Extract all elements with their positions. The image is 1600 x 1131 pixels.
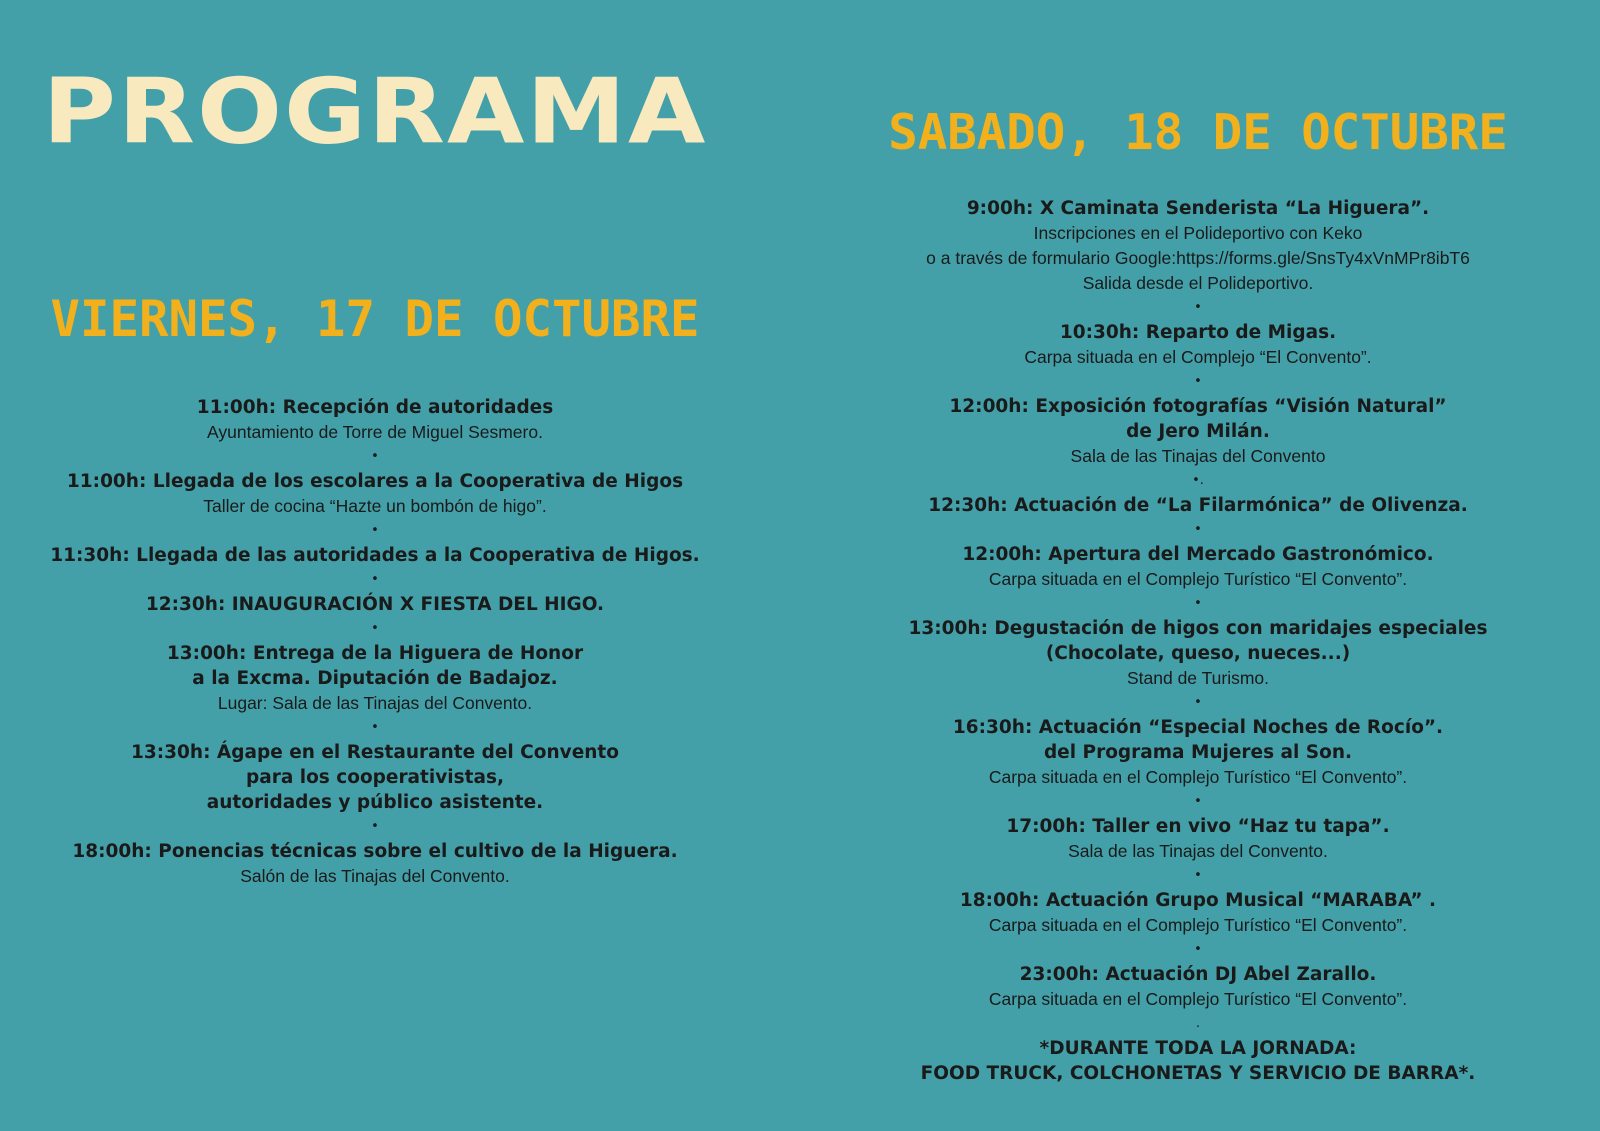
event-title-line: 9:00h: X Caminata Senderista “La Higuera”. [966,198,1430,219]
event-title-line: 12:30h: Actuación de “La Filarmónica” de Olivenza. [928,495,1468,516]
event-item [868,493,1528,542]
event-title-line: 13:00h: Entrega de la Higuera de Honor [166,643,584,664]
saturday-heading: SABADO, 18 DE OCTUBRE [888,104,1508,161]
event-item [868,394,1528,493]
event-title-line: 12:30h: INAUGURACIÓN X FIESTA DEL HIGO. [145,594,605,615]
separator-dot: • [371,523,379,538]
event-title-line: 18:00h: Ponencias técnicas sobre el cultivo de la Higuera. [72,841,678,862]
event-title-line: 11:00h: Llegada de los escolares a la Cooperativa de Higos [66,471,684,492]
event-detail-line: Salida desde el Polideportivo. [1082,273,1314,293]
separator-dot: • [1194,695,1202,710]
event-item [868,814,1528,888]
friday-events [30,395,720,889]
event-item [30,395,720,469]
event-item [868,196,1528,320]
event-title-line: FOOD TRUCK, COLCHONETAS Y SERVICIO DE BARRA*. [920,1063,1476,1084]
event-item [868,1036,1528,1086]
event-item [30,740,720,839]
event-title-line: (Chocolate, queso, nueces...) [1045,643,1351,664]
separator-dot: • [371,572,379,587]
event-detail-line: Taller de cocina “Hazte un bombón de higo”. [203,496,547,516]
event-title-line: autoridades y público asistente. [206,792,544,813]
separator-dot: • [371,720,379,735]
event-detail-line: Carpa situada en el Complejo “El Convento”. [1024,347,1372,367]
event-detail-line: Lugar: Sala de las Tinajas del Convento. [217,693,533,713]
event-title-line: 11:30h: Llegada de las autoridades a la Cooperativa de Higos. [50,545,700,566]
event-title-line: 13:00h: Degustación de higos con maridajes especiales [908,618,1488,639]
event-title-line: 12:00h: Exposición fotografías “Visión Natural” [949,396,1447,417]
event-detail-line: Inscripciones en el Polideportivo con Keko [1033,223,1363,243]
event-detail-line: Stand de Turismo. [1126,668,1270,688]
separator-dot: •. [1192,473,1204,488]
event-detail-line: Ayuntamiento de Torre de Miguel Sesmero. [207,422,543,442]
event-title-line: 12:00h: Apertura del Mercado Gastronómico. [962,544,1434,565]
event-detail-line: Sala de las Tinajas del Convento [1070,446,1326,466]
event-item [30,839,720,889]
program-title: PROGRAMA [42,58,708,165]
event-detail-line: Carpa situada en el Complejo Turístico “El Convento”. [988,989,1408,1009]
event-item [30,641,720,740]
event-item [868,962,1528,1036]
friday-heading: VIERNES, 17 DE OCTUBRE [50,290,700,348]
event-item [30,592,720,641]
event-title-line: de Jero Milán. [1126,421,1270,442]
event-detail-line: Salón de las Tinajas del Convento. [240,866,510,886]
separator-dot: • [1194,942,1202,957]
event-title-line: a la Excma. Diputación de Badajoz. [192,668,558,689]
event-detail-line: o a través de formulario Google:https://forms.gle/SnsTy4xVnMPr8ibT6 [926,248,1470,268]
event-title-line: para los cooperativistas, [245,767,505,788]
event-detail-line: Carpa situada en el Complejo Turístico “El Convento”. [988,767,1408,787]
separator-dot: • [1194,300,1202,315]
event-item [868,888,1528,962]
separator-dot: • [1194,596,1202,611]
separator-dot: • [371,621,379,636]
event-title-line: 23:00h: Actuación DJ Abel Zarallo. [1019,964,1377,985]
separator-dot: • [1194,868,1202,883]
friday-column [30,0,720,1131]
event-title-line: 17:00h: Taller en vivo “Haz tu tapa”. [1006,816,1390,837]
event-detail-line: Carpa situada en el Complejo Turístico “El Convento”. [988,569,1408,589]
event-item [30,469,720,543]
saturday-column [868,0,1528,1131]
separator-dot: • [371,449,379,464]
separator-dot: • [1194,794,1202,809]
separator-dot: . [1195,1016,1201,1031]
event-detail-line: Sala de las Tinajas del Convento. [1068,841,1328,861]
event-title-line: *DURANTE TODA LA JORNADA: [1039,1038,1357,1059]
event-title-line: del Programa Mujeres al Son. [1043,742,1353,763]
separator-dot: • [371,819,379,834]
event-title-line: 11:00h: Recepción de autoridades [196,397,554,418]
event-item [868,715,1528,814]
event-item [30,543,720,592]
event-item [868,320,1528,394]
separator-dot: • [1194,522,1202,537]
event-item [868,542,1528,616]
event-detail-line: Carpa situada en el Complejo Turístico “El Convento”. [988,915,1408,935]
event-title-line: 16:30h: Actuación “Especial Noches de Rocío”. [952,717,1444,738]
event-title-line: 13:30h: Ágape en el Restaurante del Convento [131,742,619,763]
event-item [868,616,1528,715]
event-title-line: 10:30h: Reparto de Migas. [1059,322,1337,343]
saturday-events [868,196,1528,1086]
separator-dot: • [1194,374,1202,389]
event-title-line: 18:00h: Actuación Grupo Musical “MARABA” . [959,890,1437,911]
